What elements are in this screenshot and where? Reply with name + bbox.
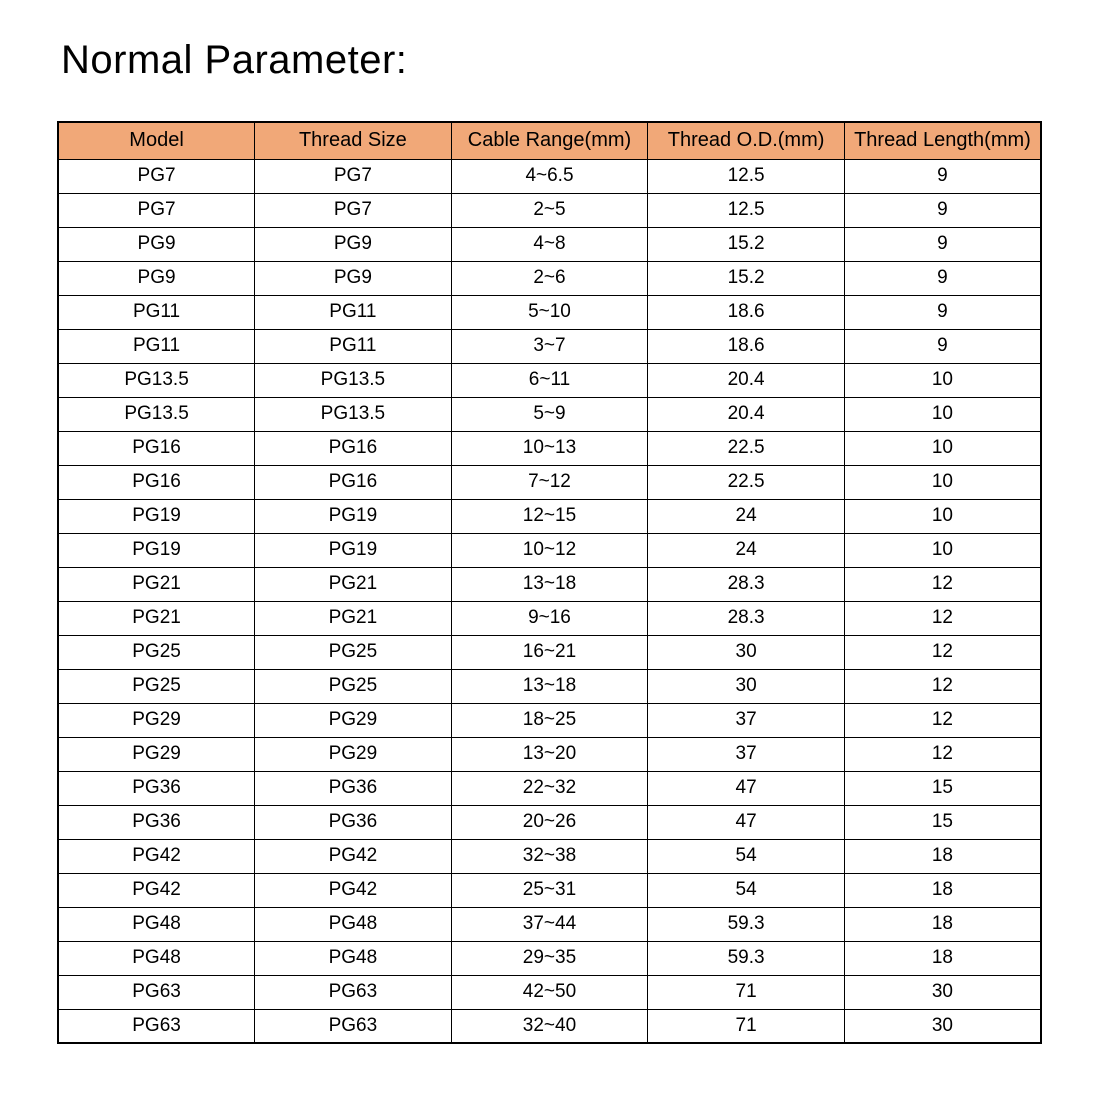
table-row [58,227,1041,261]
table-cell: PG42 [255,873,452,907]
table-cell: PG48 [58,907,255,941]
table-cell: PG42 [58,839,255,873]
table-row [58,771,1041,805]
table-cell: PG48 [255,907,452,941]
table-cell: 20.4 [648,363,845,397]
table-cell: PG36 [58,805,255,839]
table-cell: 9 [844,227,1041,261]
table-cell: 4~6.5 [451,159,648,193]
table-header-row [58,122,1041,159]
table-cell: 24 [648,499,845,533]
table-cell: 18 [844,907,1041,941]
table-cell: 54 [648,839,845,873]
table-row [58,941,1041,975]
table-row [58,397,1041,431]
table-cell: 12 [844,635,1041,669]
table-cell: 13~18 [451,669,648,703]
table-cell: PG29 [58,703,255,737]
table-cell: 2~5 [451,193,648,227]
table-body [58,159,1041,1043]
table-cell: PG19 [255,499,452,533]
column-header: Model [58,122,255,159]
table-cell: 28.3 [648,601,845,635]
table-cell: 2~6 [451,261,648,295]
table-cell: PG13.5 [58,397,255,431]
table-cell: PG13.5 [58,363,255,397]
table-cell: 24 [648,533,845,567]
table-cell: 10 [844,363,1041,397]
table-row [58,703,1041,737]
table-cell: 47 [648,805,845,839]
table-cell: PG21 [255,567,452,601]
table-row [58,295,1041,329]
table-cell: PG48 [58,941,255,975]
table-cell: 6~11 [451,363,648,397]
table-cell: 15.2 [648,227,845,261]
table-cell: PG16 [255,431,452,465]
table-cell: PG36 [58,771,255,805]
table-cell: 10 [844,533,1041,567]
table-cell: PG63 [255,1009,452,1043]
table-row [58,907,1041,941]
table-cell: PG21 [255,601,452,635]
column-header: Thread O.D.(mm) [648,122,845,159]
table-cell: 47 [648,771,845,805]
table-cell: PG9 [255,227,452,261]
table-row [58,363,1041,397]
table-cell: 30 [844,975,1041,1009]
table-cell: 9 [844,193,1041,227]
table-cell: PG63 [58,975,255,1009]
column-header: Thread Length(mm) [844,122,1041,159]
table-cell: 18 [844,941,1041,975]
table-cell: 15 [844,805,1041,839]
table-cell: 18 [844,873,1041,907]
table-cell: 10 [844,499,1041,533]
table-cell: PG36 [255,771,452,805]
table-row [58,669,1041,703]
table-cell: PG9 [255,261,452,295]
table-cell: 10 [844,465,1041,499]
table-cell: PG29 [58,737,255,771]
table-cell: 37 [648,703,845,737]
table-cell: 5~9 [451,397,648,431]
table-cell: 25~31 [451,873,648,907]
table-cell: 54 [648,873,845,907]
table-cell: 18.6 [648,295,845,329]
table-cell: PG11 [255,329,452,363]
table-cell: PG13.5 [255,397,452,431]
table-cell: 12 [844,601,1041,635]
table-cell: PG63 [58,1009,255,1043]
table-cell: 10 [844,431,1041,465]
table-cell: PG11 [58,295,255,329]
table-cell: 15 [844,771,1041,805]
table-cell: PG13.5 [255,363,452,397]
table-cell: 32~38 [451,839,648,873]
table-cell: PG63 [255,975,452,1009]
table-cell: 10~13 [451,431,648,465]
table-cell: 12 [844,737,1041,771]
table-cell: 59.3 [648,907,845,941]
table-cell: PG9 [58,261,255,295]
table-cell: 20.4 [648,397,845,431]
table-cell: 9 [844,159,1041,193]
table-row [58,329,1041,363]
table-cell: 7~12 [451,465,648,499]
table-cell: 32~40 [451,1009,648,1043]
table-cell: 13~18 [451,567,648,601]
table-cell: 37~44 [451,907,648,941]
table-cell: PG16 [255,465,452,499]
table-cell: 10~12 [451,533,648,567]
table-cell: 71 [648,1009,845,1043]
table-cell: 71 [648,975,845,1009]
table-cell: 12~15 [451,499,648,533]
table-row [58,431,1041,465]
table-cell: 22.5 [648,431,845,465]
table-row [58,261,1041,295]
table-row [58,499,1041,533]
table-cell: 30 [648,635,845,669]
table-cell: PG21 [58,601,255,635]
table-row [58,975,1041,1009]
table-cell: PG7 [58,159,255,193]
table-cell: 29~35 [451,941,648,975]
table-cell: 16~21 [451,635,648,669]
table-cell: PG29 [255,737,452,771]
table-cell: PG25 [58,635,255,669]
table-row [58,465,1041,499]
table-cell: 10 [844,397,1041,431]
table-head [58,122,1041,159]
table-cell: 9 [844,295,1041,329]
column-header: Thread Size [255,122,452,159]
table-cell: PG11 [58,329,255,363]
table-cell: 12.5 [648,193,845,227]
table-cell: PG19 [58,499,255,533]
table-cell: 9 [844,261,1041,295]
table-cell: 12.5 [648,159,845,193]
table-cell: 28.3 [648,567,845,601]
table-cell: 20~26 [451,805,648,839]
table-row [58,839,1041,873]
table-cell: 37 [648,737,845,771]
table-row [58,635,1041,669]
table-cell: PG19 [58,533,255,567]
table-cell: PG19 [255,533,452,567]
table-row [58,873,1041,907]
table-cell: 4~8 [451,227,648,261]
column-header: Cable Range(mm) [451,122,648,159]
table-cell: PG36 [255,805,452,839]
table-cell: 22.5 [648,465,845,499]
table-cell: 12 [844,703,1041,737]
table-cell: PG25 [58,669,255,703]
table-row [58,193,1041,227]
table-cell: 30 [844,1009,1041,1043]
table-cell: 9 [844,329,1041,363]
table-cell: PG48 [255,941,452,975]
page-title: Normal Parameter: [61,38,408,82]
parameter-table [57,121,1042,1044]
table-cell: 3~7 [451,329,648,363]
table-cell: PG7 [58,193,255,227]
table-cell: 18~25 [451,703,648,737]
table-cell: 30 [648,669,845,703]
table-cell: PG16 [58,431,255,465]
table-cell: PG42 [255,839,452,873]
table-row [58,533,1041,567]
table-cell: 42~50 [451,975,648,1009]
table-cell: PG25 [255,635,452,669]
table-cell: 59.3 [648,941,845,975]
table-cell: PG42 [58,873,255,907]
table-cell: PG29 [255,703,452,737]
table-cell: 13~20 [451,737,648,771]
table-row [58,567,1041,601]
table-cell: 22~32 [451,771,648,805]
table-cell: PG11 [255,295,452,329]
table-cell: PG7 [255,159,452,193]
table-cell: PG25 [255,669,452,703]
table-cell: 15.2 [648,261,845,295]
table-cell: 18 [844,839,1041,873]
table-cell: PG7 [255,193,452,227]
table-row [58,159,1041,193]
table-row [58,737,1041,771]
table-row [58,1009,1041,1043]
table-cell: PG21 [58,567,255,601]
table-cell: 5~10 [451,295,648,329]
table-cell: PG16 [58,465,255,499]
table-cell: PG9 [58,227,255,261]
table-cell: 18.6 [648,329,845,363]
table-row [58,805,1041,839]
table-row [58,601,1041,635]
table-cell: 12 [844,567,1041,601]
table-cell: 12 [844,669,1041,703]
table-cell: 9~16 [451,601,648,635]
